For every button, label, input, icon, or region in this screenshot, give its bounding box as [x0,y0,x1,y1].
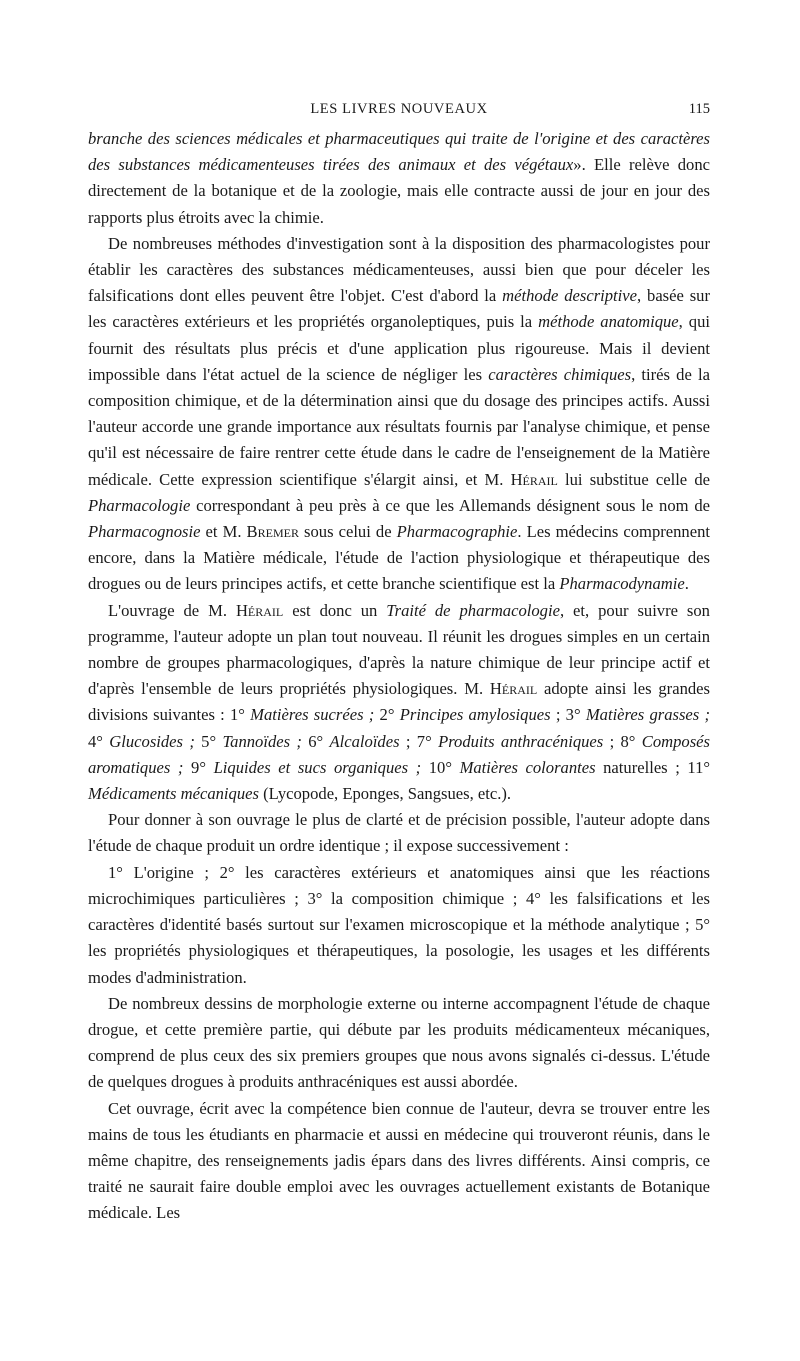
text-span: correspondant à peu près à ce que les Allemands désignent sous le nom de [190,495,710,515]
text-span: . [684,574,689,594]
italic-span: Principes amylosiques [399,705,551,725]
author-name: Bremer [246,522,299,542]
italic-span: Alcaloïdes [329,731,400,751]
paragraph-6: De nombreux dessins de morphologie externe ou interne accompagnent l'étude de chaque drogue, et cette première partie, qui débute par les produits médicamenteux mécaniques, comprend de plus ceux des six premiers groupes que nous avons signalés ci-dessus. L'étude de quelques drogues à produits anthracéniques est aussi abordée. [88,993,710,1092]
italic-span: Pharmacologie [88,495,191,515]
paragraph-4: Pour donner à son ouvrage le plus de clarté et de précision possible, l'auteur adopte dans l'étude de chaque produit un ordre identique ; il expose successivement : [88,810,710,856]
text-span: ; 3° [550,705,586,725]
running-title: LES LIVRES NOUVEAUX [310,101,488,117]
italic-span: Matières sucrées ; [250,705,375,725]
text-span: adopte ainsi les grandes divisions suivantes : 1° [88,679,710,725]
italic-span: Glucosides ; [109,731,195,751]
text-span: 5° [194,731,223,751]
italic-span: Liquides et sucs organiques ; [213,757,422,777]
text-span: , basée sur les caractères extérieurs et les propriétés organoleptiques, puis la [88,286,710,332]
italic-span: Pharmacognosie [88,522,201,542]
paragraph-5: 1° L'origine ; 2° les caractères extérieurs et anatomiques ainsi que les réactions microchimiques particulières ; 3° la composition chimique ; 4° les falsifications et les caractères d'identité basés surtout sur l'examen microscopique et la méthode analytique ; 5° les propriétés physiologiques et thérapeutiques, la posologie, les usages et les différents modes d'administration. [88,862,710,987]
italic-span: branche des sciences médicales et pharmaceutiques qui traite de l'origine et des caractères des substances médicamenteuses tirées des animaux et des végétaux [88,129,710,175]
text-span: lui substitue celle de [557,469,710,489]
text-span: naturelles ; 11° [595,757,711,777]
text-span: ; 8° [603,731,642,751]
paragraph-3 [88,598,710,808]
text-span: ». Elle relève donc directement de la botanique et de la zoologie, mais elle contracte aussi de jour en jour des rapports plus étroits avec la chimie. [88,155,710,227]
page [88,96,710,1227]
page-number: 115 [688,101,710,117]
paragraph-2 [88,231,710,598]
paragraph-7: Cet ouvrage, écrit avec la compétence bien connue de l'auteur, devra se trouver entre les mains de tous les étudiants en pharmacie et aussi en médecine qui trouveront réunis, dans le même chapitre, des renseignements jadis épars dans des livres différents. Ainsi compris, ce traité ne saurait faire double emploi avec les ouvrages actuellement existants de Botanique médicale. Les [88,1098,710,1223]
italic-span: Matières colorantes [459,757,596,777]
paragraph-1 [88,126,710,231]
text-span: et M. [200,522,247,542]
italic-span: Composés aromatiques ; [88,731,710,777]
text-span: , et, pour suivre son programme, l'auteur adopte un plan tout nouveau. Il réunit les drogues simples en un certain nombre de groupes pharmacologiques, d'après la nature chimique de leur principe actif et d'après l'ensemble de leurs propriétés physiologiques. M. [88,600,710,699]
author-name: Hérail [235,600,284,620]
italic-span: Médicaments mécaniques [88,784,259,804]
text-span: , qui fournit des résultats plus précis et d'une application plus rigoureuse. Mais il devient impossible dans l'état actuel de la science de négliger les [88,312,710,384]
text-span: 2° [374,705,400,725]
text-span: , tirés de la composition chimique, et de la détermination ainsi que du dosage des principes actifs. Aussi l'auteur accorde une grande importance aux résultats fournis par l'analyse chimique, et pense qu'il est nécessaire de faire rentrer cette étude dans le cadre de l'enseignement de la Matière médicale. Cette expression scientifique s'élargit ainsi, et M. [88,364,710,489]
text-span: est donc un [283,600,387,620]
text-span: . Les médecins comprennent encore, dans la Matière médicale, l'étude de l'action physiologique et thérapeutique des drogues ou de leurs principes actifs, et cette branche scientifique est la [88,522,710,594]
italic-span: Pharmacographie [396,522,518,542]
text-span: De nombreuses méthodes d'investigation sont à la disposition des pharmacologistes pour établir les caractères des substances médicamenteuses, aussi bien que pour déceler les falsifications dont elles peuvent être l'objet. C'est d'abord la [88,233,710,306]
italic-span: Pharmacodynamie [559,574,685,594]
author-name: Hérail [489,679,538,699]
text-span: 4° [88,731,110,751]
author-name: Hérail [510,469,558,489]
text-span: sous celui de [298,522,397,542]
text-span: 10° [421,757,460,777]
text-span: 9° [183,757,214,777]
italic-span: méthode anatomique [538,312,679,332]
italic-span: Tannoïdes ; [222,731,302,751]
italic-span: Traité de pharmacologie [386,600,560,620]
text-span: ; 7° [399,731,439,751]
italic-span: caractères chimiques [488,364,632,384]
page-header [88,96,710,126]
text-span: (Lycopode, Eponges, Sangsues, etc.). [258,784,512,804]
italic-span: Matières grasses ; [585,705,710,725]
italic-span: méthode descriptive [502,286,638,306]
italic-span: Produits anthracéniques [438,731,604,751]
text-span: L'ouvrage de M. [108,600,236,620]
text-span: 6° [301,731,330,751]
